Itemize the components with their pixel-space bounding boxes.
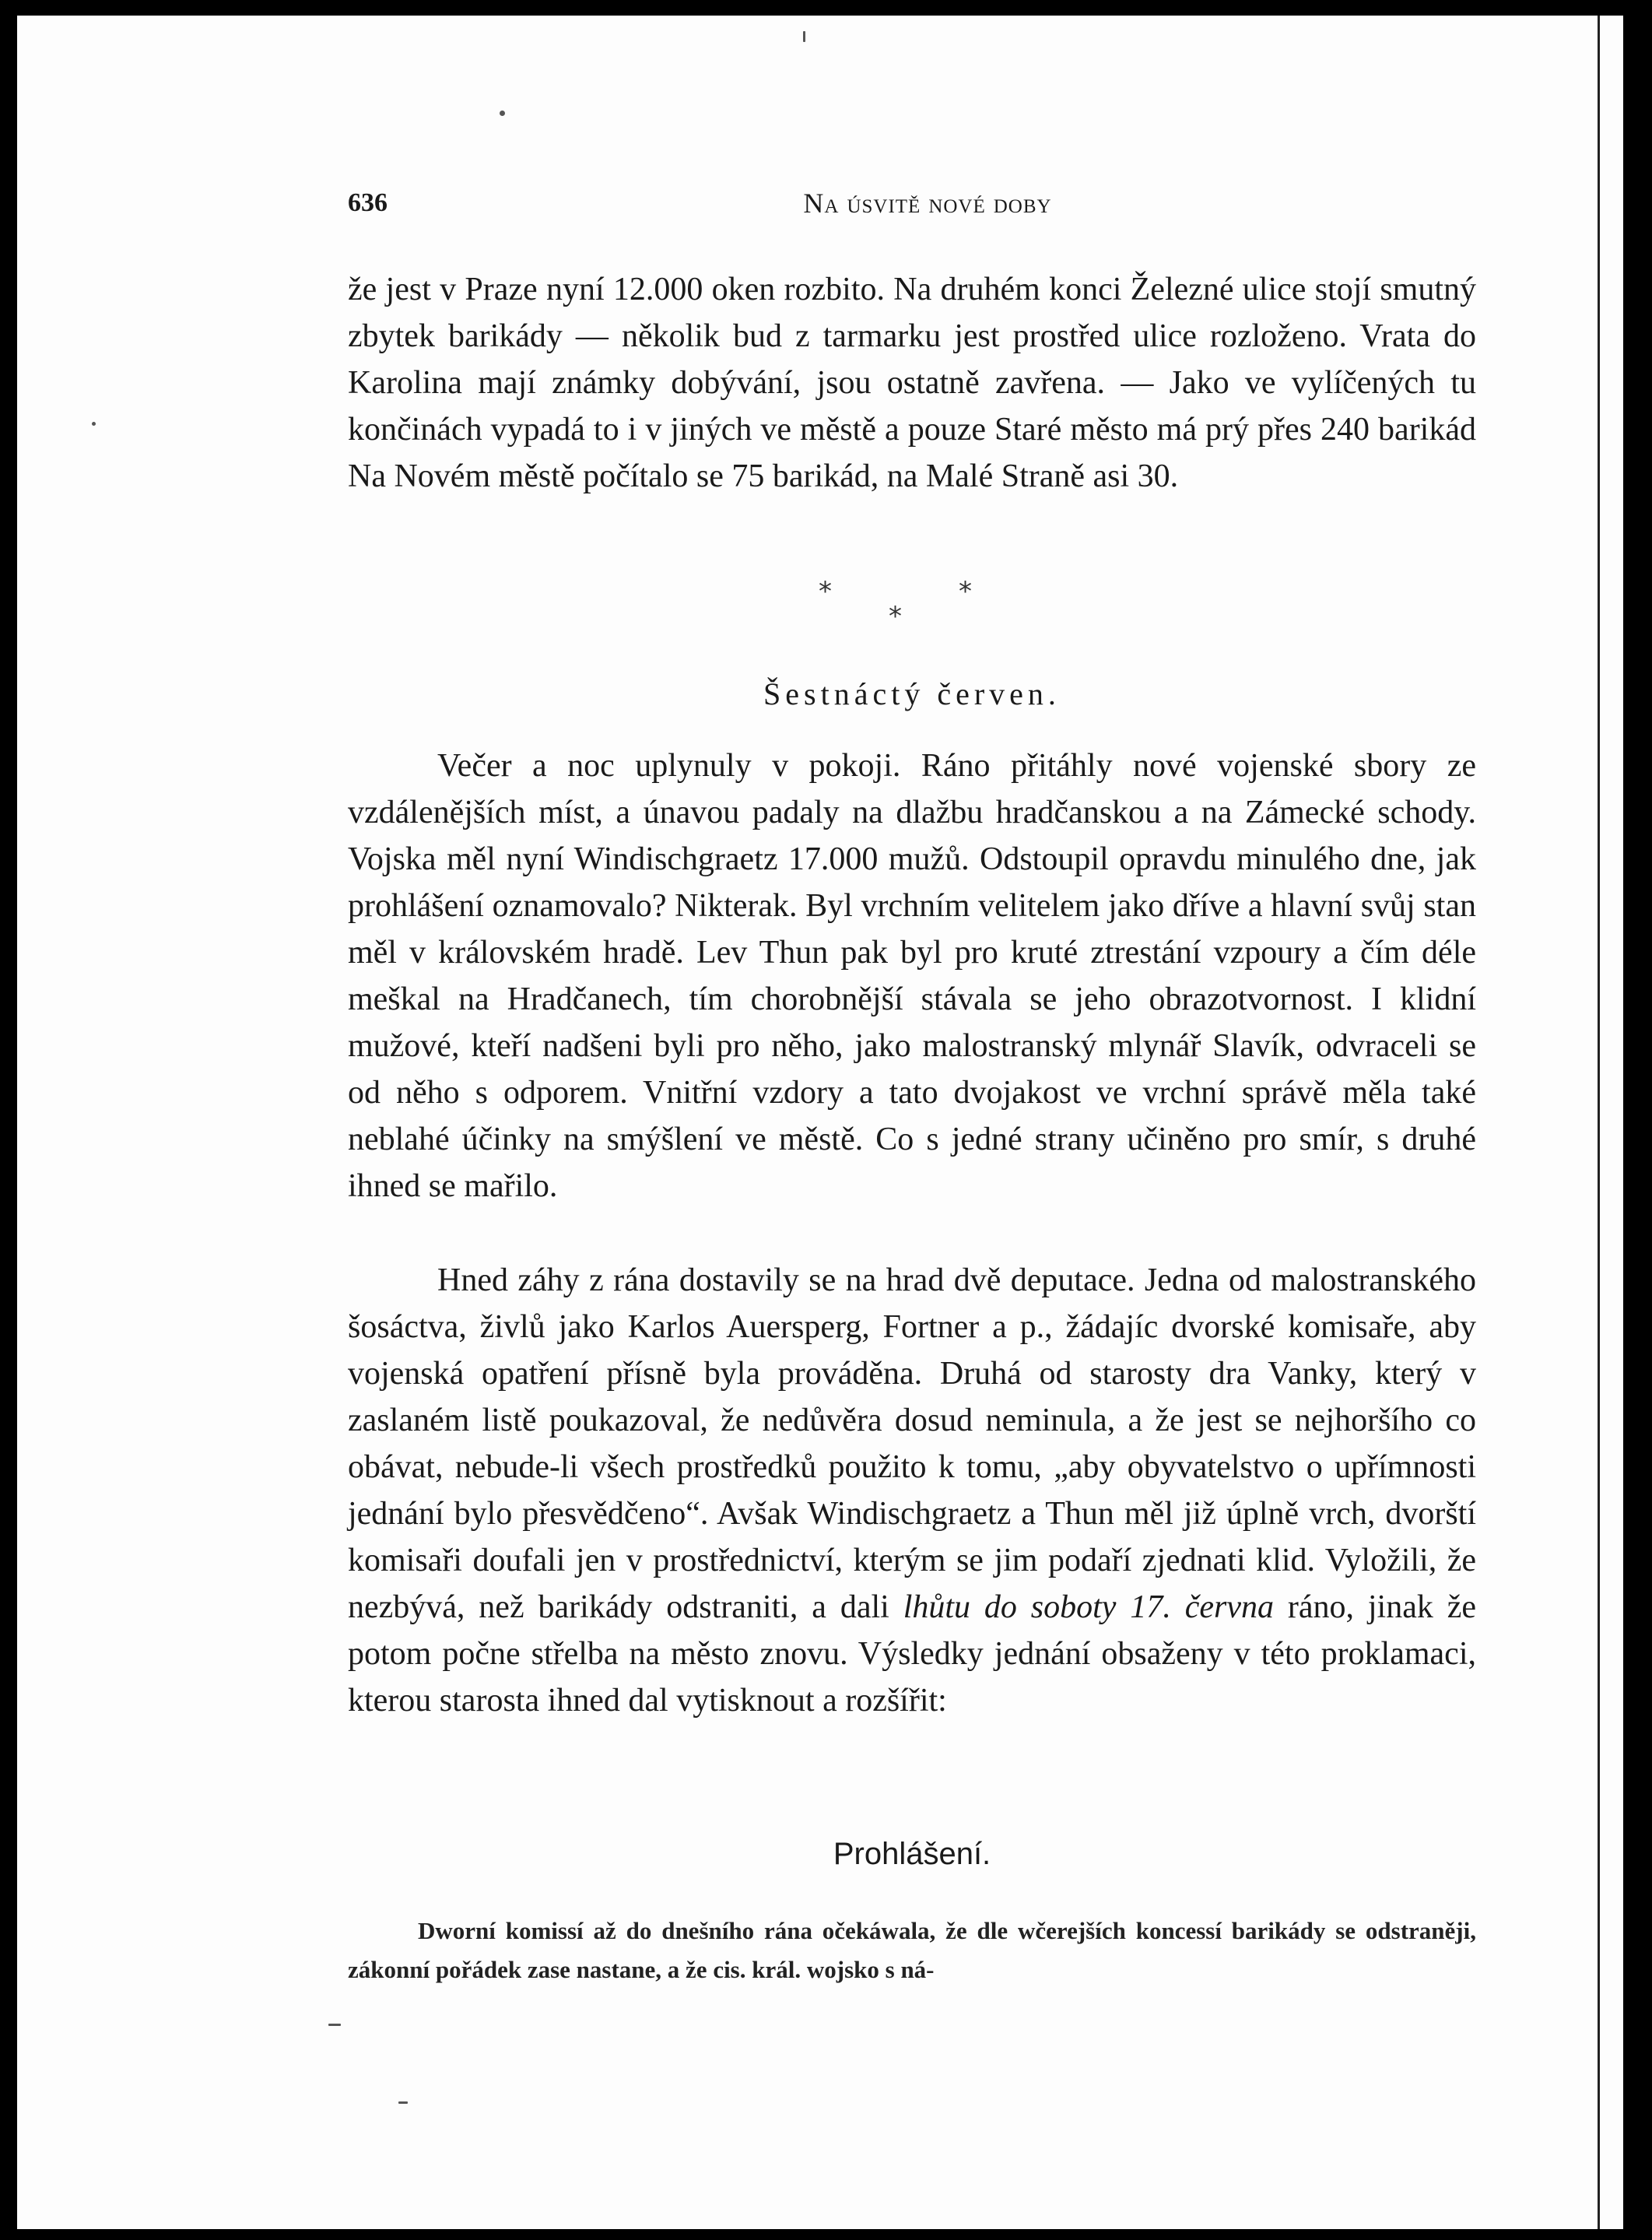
ink-speck <box>328 2024 341 2026</box>
page-edge-line <box>1598 16 1600 2229</box>
paragraph-3-text <box>348 1257 1476 1724</box>
separator-star: * <box>819 576 832 607</box>
paragraph-3-italic-deadline: lhůtu do soboty 17. června <box>903 1589 1274 1625</box>
separator-star: * <box>889 601 902 632</box>
ink-speck <box>500 111 505 116</box>
paragraph-1-text: že jest v Praze nyní 12.000 oken rozbito. Na druhém konci Železné ulice stojí smutný zbytek barikády — několik bud z tarmarku jest prostřed ulice rozloženo. Vrata do Karolina mají známky dobývání, jsou ostatně zavřena. — Jako ve vylíčených tu končinách vypadá to i v jiných ve městě a pouze Staré město má prý přes 240 barikád Na Novém městě počítalo se 75 barikád, na Malé Straně asi 30. <box>348 272 1476 494</box>
separator-star: * <box>959 576 972 607</box>
paragraph-2 <box>348 743 1476 1210</box>
ink-speck <box>803 31 805 42</box>
proclamation-text-body: Dworní komissí až do dnešního rána očekáwala, že dle wčerejších koncessí barikády se odstraněji, zákonní pořádek zase nastane, a že cis. král. wojsko s ná- <box>348 1917 1476 1983</box>
section-title: Šestnáctý červen. <box>763 676 1061 711</box>
paragraph-2-text: Večer a noc uplynuly v pokoji. Ráno přitáhly nové vojenské sbory ze vzdálenějších míst, a únavou padaly na dlažbu hradčanskou a na Zámecké schody. Vojska měl nyní Windischgraetz 17.000 mužů. Odstoupil opravdu minulého dne, jak prohlášení oznamovalo? Nikterak. Byl vrchním velitelem jako dříve a hlavní svůj stan měl v královském hradě. Lev Thun pak byl pro kruté ztrestání vzpoury a čím déle meškal na Hradčanech, tím chorobnější stávala se jeho obrazotvornost. I klidní mužové, kteří nadšeni byli pro něho, jako malostranský mlynář Slavík, odvraceli se od něho s odporem. Vnitřní vzdory a tato dvojakost ve vrchní správě měla také neblahé účinky na smýšlení ve městě. Co s jedné strany učiněno pro smír, s druhé ihned se mařilo. <box>348 748 1476 1204</box>
ink-speck <box>92 422 96 426</box>
paragraph-3 <box>348 1257 1476 1724</box>
proclamation-title: Prohlášení. <box>833 1837 991 1871</box>
paragraph-3-part-1: Hned záhy z rána dostavily se na hrad dvě deputace. Jedna od malostranského šosáctva, živlů jako Karlos Auersperg, Fortner a p., žádajíc dvorské komisaře, aby vojenská opatření přísně byla prováděna. Druhá od starosty dra Vanky, který v zaslaném listě poukazoval, že nedůvěra dosud neminula, a že jest se nejhoršího co obávat, nebude-li všech prostředků použito k tomu, „aby obyvatelstvo o upřímnosti jednání bylo přesvědčeno“. Avšak Windischgraetz a Thun měl již úplně vrch, dvorští komisaři doufali jen v prostřednictví, kterým se jim podaří zjednati klid. Vyložili, že nezbývá, než barikády odstraniti, a dali <box>348 1262 1476 1625</box>
section-separator <box>819 576 1005 646</box>
ink-speck <box>398 2101 408 2104</box>
running-title: Na úsvitě nové doby <box>803 188 1052 219</box>
page-number: 636 <box>348 188 388 217</box>
proclamation-text <box>348 1912 1476 1989</box>
book-page <box>17 16 1623 2229</box>
paragraph-1 <box>348 266 1476 500</box>
paragraph-3-part-2: ráno, jinak že potom počne střelba na město znovu. Výsledky jednání obsaženy v této proklamaci, kterou starosta ihned dal vytisknout a rozšířit: <box>348 1589 1477 1719</box>
